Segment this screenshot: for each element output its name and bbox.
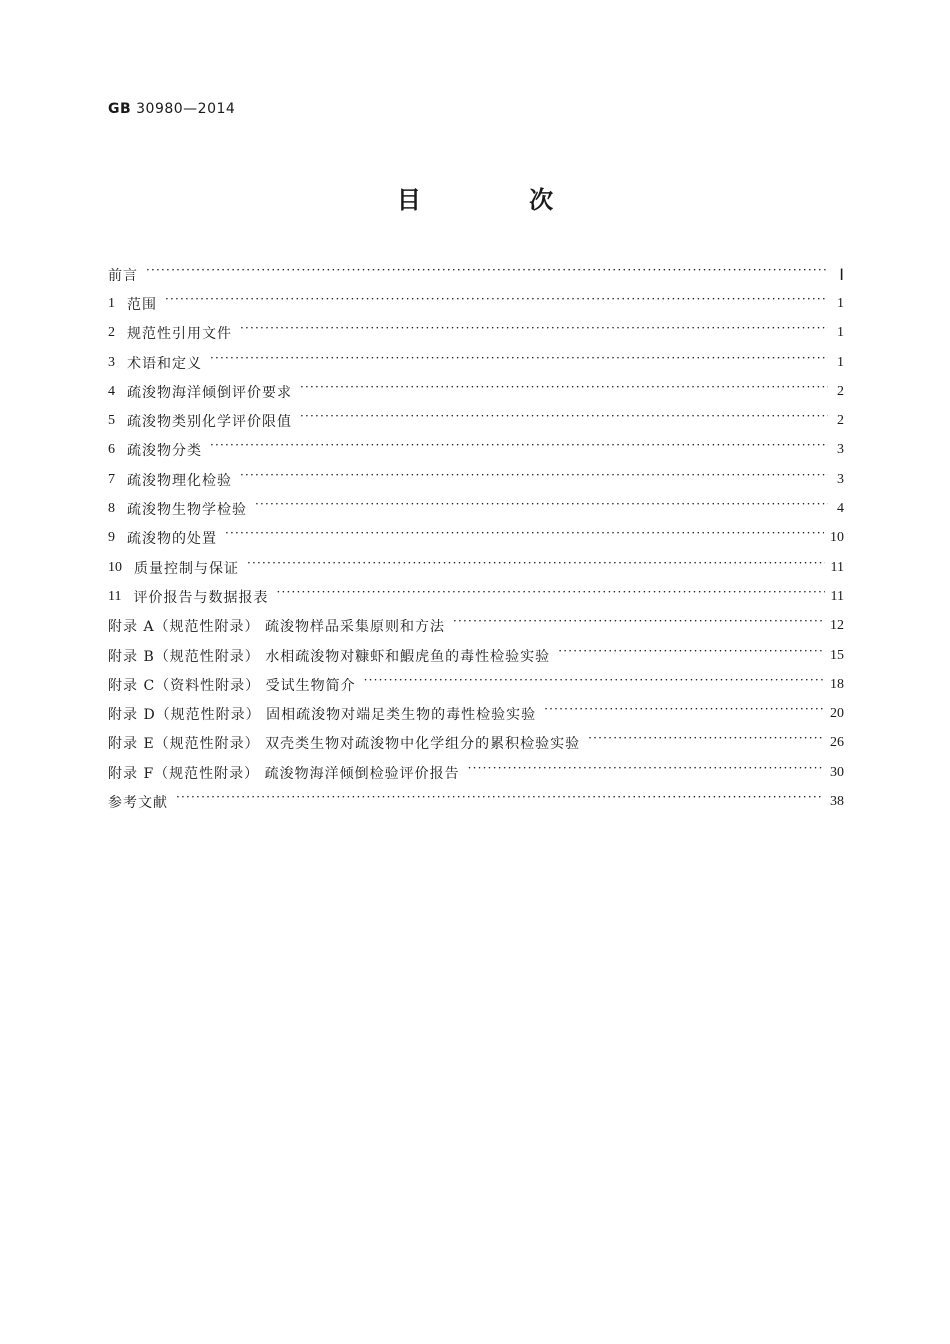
toc-entry-page: 12 bbox=[830, 618, 844, 634]
toc-entry-text: 范围 bbox=[127, 296, 157, 313]
toc-entry-text: 疏浚物生物学检验 bbox=[127, 502, 247, 519]
page-title: 目 次 bbox=[396, 186, 604, 214]
toc-entry-page: 11 bbox=[830, 559, 844, 575]
toc-leader-dots bbox=[165, 297, 828, 311]
toc-entry-page: 15 bbox=[830, 647, 844, 663]
standard-header bbox=[108, 101, 235, 117]
toc-entry-page: Ⅰ bbox=[839, 266, 844, 284]
toc-entry-foreword[interactable] bbox=[108, 260, 844, 289]
toc-entry-number: 8 bbox=[108, 501, 115, 517]
toc-entry-appendix-b[interactable] bbox=[108, 641, 844, 670]
toc-entry-text: 附录 C（资料性附录） 受试生物简介 bbox=[108, 677, 356, 694]
toc-entry-text: 疏浚物类别化学评价限值 bbox=[127, 414, 292, 431]
toc-entry-appendix-f[interactable] bbox=[108, 758, 844, 787]
toc-entry-appendix-d[interactable] bbox=[108, 699, 844, 728]
toc-entry[interactable] bbox=[108, 289, 844, 318]
toc-entry-number: 1 bbox=[108, 295, 115, 311]
toc-entry-page: 1 bbox=[837, 354, 844, 370]
toc-entry-page: 30 bbox=[830, 764, 844, 780]
toc-entry-text: 附录 D（规范性附录） 固相疏浚物对端足类生物的毒性检验实验 bbox=[108, 707, 537, 724]
toc-entry[interactable] bbox=[108, 348, 844, 377]
toc-entry-number: 9 bbox=[108, 530, 115, 546]
toc-leader-dots bbox=[588, 736, 824, 750]
toc-entry-number: 10 bbox=[108, 559, 122, 575]
toc-entry-number: 11 bbox=[108, 588, 122, 604]
toc-entry[interactable] bbox=[108, 553, 844, 582]
toc-entry-appendix-c[interactable] bbox=[108, 670, 844, 699]
toc-entry-text: 疏浚物分类 bbox=[127, 443, 202, 460]
toc-entry-text: 疏浚物理化检验 bbox=[127, 472, 232, 489]
toc-entry-page: 11 bbox=[830, 588, 844, 604]
toc-entry-page: 4 bbox=[837, 501, 844, 517]
toc-entry-text: 附录 B（规范性附录） 水相疏浚物对糠虾和鰕虎鱼的毒性检验实验 bbox=[108, 648, 551, 665]
toc-leader-dots bbox=[544, 707, 824, 721]
toc-entry-number: 2 bbox=[108, 325, 115, 341]
toc-leader-dots bbox=[225, 531, 824, 545]
toc-leader-dots bbox=[558, 649, 824, 663]
toc-entry-appendix-a[interactable] bbox=[108, 612, 844, 641]
toc-leader-dots bbox=[453, 619, 824, 633]
toc-entry-text: 疏浚物的处置 bbox=[127, 531, 217, 548]
toc-leader-dots bbox=[210, 443, 828, 457]
toc-leader-dots bbox=[300, 414, 828, 428]
toc-entry-page: 18 bbox=[830, 676, 844, 692]
toc-entry-number: 4 bbox=[108, 383, 115, 399]
toc-entry-text: 术语和定义 bbox=[127, 355, 202, 372]
toc-entry-page: 10 bbox=[830, 530, 844, 546]
toc-entry-page: 1 bbox=[837, 325, 844, 341]
toc-entry[interactable] bbox=[108, 406, 844, 435]
toc-entry-page: 1 bbox=[837, 295, 844, 311]
toc-entry-text: 前言 bbox=[108, 267, 138, 284]
toc-leader-dots bbox=[255, 502, 828, 516]
toc-entry-text: 规范性引用文件 bbox=[127, 326, 232, 343]
toc-leader-dots bbox=[276, 590, 824, 604]
toc-entry[interactable] bbox=[108, 582, 844, 611]
toc-entry-text: 附录 A（规范性附录） 疏浚物样品采集原则和方法 bbox=[108, 619, 446, 636]
toc-leader-dots bbox=[364, 678, 824, 692]
toc-entry[interactable] bbox=[108, 524, 844, 553]
toc-entry[interactable] bbox=[108, 494, 844, 523]
toc-entry-number: 6 bbox=[108, 442, 115, 458]
toc-entry-page: 3 bbox=[837, 471, 844, 487]
toc-entry-number: 7 bbox=[108, 471, 115, 487]
toc-entry-text: 疏浚物海洋倾倒评价要求 bbox=[127, 384, 292, 401]
toc-entry-page: 2 bbox=[837, 413, 844, 429]
toc-leader-dots bbox=[300, 385, 828, 399]
toc-entry-page: 2 bbox=[837, 383, 844, 399]
toc-entry-text: 附录 E（规范性附录） 双壳类生物对疏浚物中化学组分的累积检验实验 bbox=[108, 736, 581, 753]
toc-entry-page: 38 bbox=[830, 793, 844, 809]
toc-entry-references[interactable] bbox=[108, 787, 844, 816]
toc-leader-dots bbox=[240, 326, 828, 340]
toc-entry-text: 质量控制与保证 bbox=[134, 560, 239, 577]
toc-entry-number: 5 bbox=[108, 413, 115, 429]
toc-entry-page: 20 bbox=[830, 706, 844, 722]
toc-entry[interactable] bbox=[108, 377, 844, 406]
toc-entry[interactable] bbox=[108, 436, 844, 465]
toc-entry-page: 26 bbox=[830, 735, 844, 751]
toc-leader-dots bbox=[210, 356, 828, 370]
toc-leader-dots bbox=[468, 766, 824, 780]
toc-leader-dots bbox=[146, 268, 828, 282]
toc-leader-dots bbox=[247, 561, 825, 575]
toc-entry-text: 附录 F（规范性附录） 疏浚物海洋倾倒检验评价报告 bbox=[108, 765, 460, 782]
standard-code: GB bbox=[108, 101, 132, 117]
toc-entry-text: 参考文献 bbox=[108, 794, 168, 811]
toc-entry-page: 3 bbox=[837, 442, 844, 458]
toc-entry-text: 评价报告与数据报表 bbox=[133, 589, 269, 606]
standard-number: 30980—2014 bbox=[136, 101, 236, 117]
toc-entry[interactable] bbox=[108, 465, 844, 494]
table-of-contents bbox=[108, 260, 844, 817]
toc-leader-dots bbox=[176, 795, 824, 809]
toc-entry-appendix-e[interactable] bbox=[108, 729, 844, 758]
toc-entry[interactable] bbox=[108, 319, 844, 348]
toc-entry-number: 3 bbox=[108, 354, 115, 370]
toc-leader-dots bbox=[240, 473, 828, 487]
